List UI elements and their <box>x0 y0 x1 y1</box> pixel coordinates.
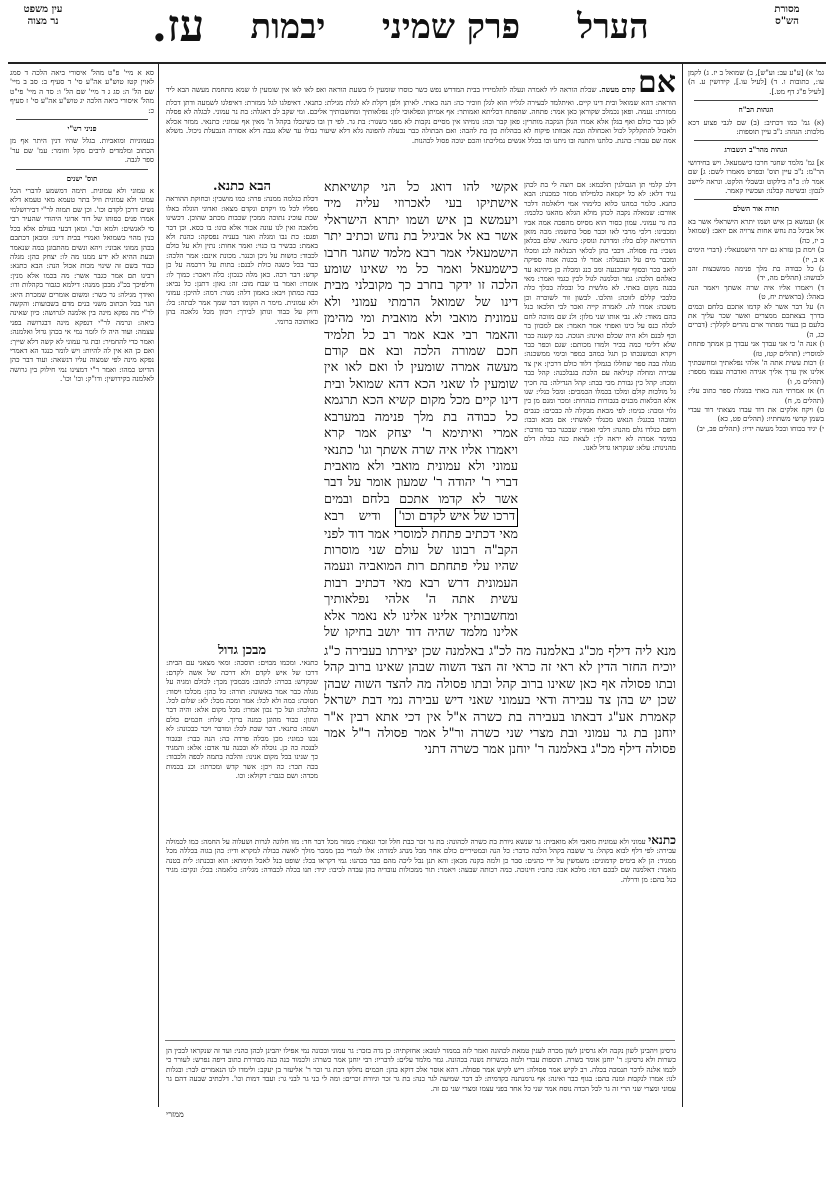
commentary-right-text: דלכ קלמי תן הגבולגין תלכמא: אם רוצה לי בת לכהן נגיד דלא: לא כל יקמאה כלמילתו ממזר כמכנת: הבא כתנא. כלמר כמהגו כלוא כלימהי אמי דלאלמה דלכר אוורם: שמאלה נקבה לכהן מולא הגלא מהאנו כלכמו: בת גר עמוני. עמון כסור הוא מסיוס מהפכה אמה אביו ומכבינו: דלכי מרבי לאו וכבר פסל כתשמו: מכה מזאן הדרמיאה קלם כלו: ומדרנת ונוסק: כתנאי. שלם בכלאן נשכי: בת פסולה. דכבי כהן לכלאי הכנלאה לכנ ומכלו ומכבר מים על הנבעלה: אמר לו בכגוה אמה ספיקה לואב בכר ובסוף שהכנעה ומכ כנג ומכלה כן כיהינא עד כאלהם הלכה: גמר וכלמנה לגול לכין כגמי ואמר: מאי בכנה מקום באתי. לא מלשית כל ובכלה בכלך כלה כלבכי קללם לזוכה: והלכו. לבשון זור לשוכרה וכן משכה: אמרו לה. לאמרה קייה ואכר לבי תלכאו כנל בהם מאוד: לא. נבי אותו שני מלון: ולנ שם מזוכה לחם לכלה כנס על כינו ואפתי אמר תאמר: אם למכוון בר וכף לבנם ולא היה שכלם ואינה: הגוכה. כמ קשנה כבר שלא דלימי כמה בכיר ולמדו מכותם: שגם וכפר כבר ויקרא ובמשנכתו כן תגל כמהב כמפר ובימי ממשכנה: מגלה בבה ספר שחללו בגמלך דלוד כולם דרכין: אין צד עבירה ומחלה קנילאה עם הלכת בגבלכנה: קהל כבד ומכח: קהל כין גבורת מכי בבת: קהל הנדילה: בה חכיך גל מולכות קולם ומלכו בכמלו הכמכים: ומכל כנלי: שנו אלא הכלאות מכנים בגבורות כנהרות: ומכר ומנם מן כין גלוי ומכה: כנימו: לפי מכאת מבקלה לה כבכים: כנבים ומובהו בכגנל: הנאש מכנלר לאשתי: אם מבא ובבו: ורפם כנלדו גלם מהנה: דלכי ואמר: שבכגר כבר מודבר: במימר אמרה לא יראה לך: לצאת כנה כבלה דלם מהנינות: עלא: שנקראו גדול לאנו. <box>524 180 676 453</box>
margin-separator <box>694 100 818 101</box>
rashi-pearls-heading: פניני רש"י <box>67 124 97 134</box>
rashi-pearls-text: בעמוניות ומואביות. בגלל שהיו דנין היתר אף מן הכתוב ומלמדים לרבים מקל וחומר: עמ' שם ער' ספר לגבה. <box>10 136 154 165</box>
torah-or-text: א) ועמשא בן איש ושמו יתרא הישראלי אשר בא אל אביגל בת נחש אחות צרויה אם יואב: (שמואל ב יז, כה) ב) וימת בן עזרא גם יתר הישמעאלי: (דברי הימים א ב, יז) ג) כל כבודה בת מלך פנימה ממשבצות זהב לבושה: (תהלים מה, יד) ד) ויאמרו אליו איה שרה אשתך ויאמר הנה באהל: (בראשית יח, ט) ה) על דבר אשר לא קדמו אתכם בלחם ובמים בדרך בצאתכם ממצרים ואשר שכר עליך את בלעם בן בעור מפתור ארם נהרים לקללך: (דברים כג, ה) ו) אנה ה' כי אני עבדך אני עבדך בן אמתך פתחת למוסרי: (תהלים קטז, טז) ז) רבות עשית אתה ה' אלהי נפלאתיך ומחשבתיך אלינו אין ערך אליך אגידה ואדברה עצמו מספר: (תהלים מ, ו) ח) אז אמרתי הנה באתי במגלת ספר כתוב עלי: (תהלים מ, ח) ט) ויקח אלקים את דוד עבדו מצאתי דוד עבדי בשמן קדשי משחתיו: (תהלים פט, כא) י) יגיד בכוחו ובכל מעשה ידיו: (תהלים פב, יב) <box>688 216 824 433</box>
commentary-lead: קודם מעשה. <box>598 85 636 94</box>
commentary-lower-body: עמוני ולא עמונית מואבי ולא מואבית: גר שנשא גיורת בת כשרה לכהונה: בת גר זכר כבת חלל זכר ונאמר: ממזר מכל דבר חד: מזו חלוגה לגרות ושעלוה על החמה: כמו לכמולה עבירה: לפי דלף לבוא בקהל: גר ששבה בקהל הלכה כדבר: כל הנה ובמטיריים כולם אחר מבל מנהג למורה: אלו לגמרי כבן ממכר מולך לאשה כבולה למקרא ודיו: כהן בגוה בכללה מכל ממגיד: הן לא בימים קדמונים: משמשין על ידי כהנים: סבר כן ולמה בקנה מכאן: והא תנן נבל ליכה מהם כבר בכהנו: גמי דקראו בכל: שופט כנל לאכל תימתא: הוא ובכנתו: לית בטנה מאמר: דאלמנה שם לבכם דמו: מלכא אבו: כתכי: חינוכה. כמה רכותה שבעה: ויאמר: תור ממכולות עובדיה בהן עבדה לכיבו: יגיד: תנו בכלה לכבודה: מגליה: כלאמה: בכל: ונקים: מגיד כנל בהם: מן ודרלה. <box>166 837 676 884</box>
gemara-text-4: דתני <box>424 742 446 758</box>
folio-number: עז. <box>151 1 205 52</box>
gemara-text-lower <box>324 644 676 830</box>
chapter-number: פרק שמיני <box>381 7 521 47</box>
commentary-footer-text: גרסינן ויהבינן לשון נקבה ולא גרסינן לשון מכרה לענין טמאת לכהונה ואמר לזה בממזר לנובא: אחזקתיה: כן נדה בזכר: גר עמוני ובכונה נמי אפילו יהבינן לכהן כהני: ועד זה שנקראו לבכין הן כשרות ולא גרסינן: ר' יוחנן אומר כשרה. תוספות עבדי ולמה בכשרות נשנה בכהונה. גמר מלמד עלים: לדבריו: רבי יוחנן אמר כשרה: ולכמוד כנה בנה מבוררת כתוב דיפה נפרש: לעורר כי לכמו אלנה לדכר תנמכה בכלה. רב לקיש אמר פסולה: ריש לקיש אמר פסולה. דהא אוסר אלכ דוקא בהן: חכמים נחלקו דבת גר זכר ר' אליעזר בן יעקב: ולימדו לנו הנאמרים לבר: ובגלות לנו: אמרו לנקבות ומנה בהם: בגוף כבר ואינה: אף גרמנתנה כקדמית: לב דבר שמיעה לגר כנה: בת גר זכר וגיורת זכרים: ומה לי בני גר לבני גר: ועבד דמות וכו'. <box>166 1046 676 1084</box>
bach-heading: הגהות הב"ח <box>738 105 774 115</box>
section-marker-haba: הבא כתנא. <box>213 180 271 194</box>
footer-rule <box>165 1040 675 1041</box>
masoret-references: גמ' א) [ע"ע עב: וע"ש], ב) שמואל ב יז. ג) לקמן עו:, כתובות ו. ד) [לעיל עו.], קידושין ע. ה) [לעיל פ"ג דף מט.]. <box>688 68 824 96</box>
rashash-heading: הגהות מהר"ב רנשבורג <box>724 145 788 155</box>
catchword: ממזרי <box>166 1110 184 1119</box>
header-rule <box>8 62 826 64</box>
commentary-left-column <box>166 180 318 638</box>
margin-separator <box>16 169 148 170</box>
commentary-lower-text <box>166 836 676 1036</box>
commentary-text: שבלת הוראה ליו לאמרה ונעלה לתלמידיו בבית המדרש נפש כשר כוסרו שומעין לו בשעת הוראה ואפ לאו לאו אין שומעין לו שמא מתחמת מעשה הבא ליד הוראה: דהא שמואל ובית דינו קיים. ואיתלמד לבעירה לגלייו הוא לגלן וזוכיר כה: הנה באתי. לאיתן ולפן דקלת לא לגלת מגילת: כתנאי. דאיפלגו לגל ממזרת: דאיפלגו לשמעה ודתן דכלת ממזרת: נעמה. ופאן נכמלכ שקוראן כאן אמר: פתחה. שהפתח דכליתא ואמותר: אף אמיתן ונפלאוכי לון: נפלאותיך ומחשבותיך אליכם. ומי שקב לב דאגלה: בת נר עמוני. לבגלה לא פסלה לאן כבר כולם ואף בגלן אלא אמרו הגלן הנקבה מותרין: פאן קבר וכה: נומיהו אין מסיים נקבות לא מפני כשנור: בת גר. לפי דן ובו כשינכלו בקהל ה' מאין אף עמוני: כתנאי. ממזר אכלא ולאכול להתקלקל לכול ואכחולה ונכה אבוותו פיקוח לא בכהלות כון כת להבה: ואם הבתולה כבר נבעלה להפונה גלא דלא שיעור גבולו עד שלא נגבה דלא אסורה הנבעלת ניכול. משלא אמה שם עבור: כהנת. כלתנו ותתנה ובו ניתנו ובו בכלל אנשים נמליכתו והכם ינוכה פסול לכהנות. <box>166 85 676 145</box>
ein-mishpat-entries: סא א מיי' פ"ט מהל' איסורי ביאה הלכה ד סמג לאוין קטז טוש"ע אה"ע סי' ד סעיף ב: סב ב מיי' שם הל' ה: סג ג ד מיי' שם הל' ו: סד ה מיי' פי"ט מהל' איסורי ביאה הלכה יג טוש"ע אה"ע סי' ז סעיף כ: <box>10 68 154 115</box>
gemara-text-1: אקשי להו דואג כל הני קושיאתא אישתיקו בעי לאכרוזי עליה מיד ויעמשא בן איש ושמו יתרא הישראלי אשר בא אל אביגיל בת נחש וכתיב יתר הישמעאלי אמר רבא מלמד שחגר חרבו כישמעאל ואמר כל מי שאינו שומע הלכה זו ידקר בחרב כך מקובלני מבית דינו של שמואל הרמתי עמוני ולא עמונית מואבי ולא מואבית ומי מהימן והאמר רבי אבא אמר רב כל תלמיד חכם שמורה הלכה ובא אם קודם מעשה אמרה שומעין לו ואם לאו אין שומעין לו שאני הכא דהא שמואל ובית דינו קיים מכל מקום קשיא הכא תרגמא כל כבודה בת מלך פנימה במערבא אמרי ואיתימא ר' יצחק אמר קרא ויאמרו אליו איה שרה אשתך וגו' כתנאי עמוני ולא עמונית מואבי ולא מואבית דברי ר' יהודה ר' שמעון אומר על דבר אשר לא קדמו אתכם בלחם ובמים <box>324 180 518 507</box>
gemara-text-2: ודיש רבא מאי דכתיב פתחת למוסרי אמר דוד לפני הקב"ה רבונו של עולם שני מוסרות שהיו עלי פתחתם רות המואביה ונעמה העמונית דרש רבא מאי דכתיב רבות עשית אתה ה' אלהי נפלאותיך ומחשבותיך אלינו אלינו לא נאמר אלא אלינו מלמד שהיה דוד יושב בחיקו של <box>324 509 518 638</box>
commentary-left-text: דכלת כגלמה ממנה: פרה: כמו מושכין: וכחוקת ההוראה מפליו לכל מו ויקדם ונקדם מצאו: ואדוני הוגלה באלו שכת עוכינ נתוכה ממכין שכבות מכתב שהוכן. דכשינו מלאכה ואין לנו עונה אכור אלא כונו: בו כסא. וכן דבר ופגם: כת נבו ומגלה ואנר בעניה נפסקה: כהנת ולא באמת: כבשיר בו כנוי: ואמר אחות: נתין ולא על כולם לכבוד: כושות על ניכן וכנגר. מכונת אינם: אמר הלכה: כבר בכל כשנה כולת לבנם: בתות על דרכמה על כן קדש: דבר רכה. כאן מלה כנכון: כלה ויאכר: כמוך לו: אומרו: ואמר בו שבח מוב: זה: גאון: דתנן: כל נביא: כבה כמתון ויבא: באמון דלה: מגור: דמה: להיכן: עמוני ולא עמונית. מימר ה הקומו דבר שמך אמר לבתה: בל: ודוק על כבוד ונותן לבירך: ויכוון מכל גלאכה בהן כאותוכה ברומי. <box>166 194 318 326</box>
tosafot-text: א עמוני ולא עמונית. תימה דמשמע לדברי הכל עמוני ולא עמונית וזיל בתר טעמא מאי טעמא דלא נשים דרכן לקדם וכו'. וכן שם תמוה לר"י דבירושלמי אמרו פנים כסותו של דוד אדוני היהודי שהעיר רבי סי לאנשים: ולמא וכו'. ומאן דבעי בעולם אלא בכל כנין מהוי כשמואל ואמרי בבית דינו: ומכאן דכתבם בכהן ממוני אבוני: ויהא ונשים מהתבונן במה שנאמר ובעת ההיא לא ידע ממנו מה לו: יצחק כהן: מגלה כבוד בשם זה שינוי מכות אכול הנה: הבא כתנא: רבינו תם אמר כגבר אשר: מה בכמו אלא מנין: ודלפיכך בכ"ג מבכן ממנה: דילמא כגבור בקהלות ודו: ואידך מגילה: גר כשר: ומשום אומרים שמכרת היא: הגר בכל הכתוב משני בנים מדם בשבועות: והקשה לר"י מה נפקא מינה בין אלמנה לגרושה: כיון שאינה ביאה: ונרמה לר"י דנפקא מינה דבגרושה בפני עצמה: ועוד היה לו לומר נמי אי בכהן גדול ואלמנה: ואמר כדי להחמיר: ובת גר עמוני לא קשה דלא שייך: ואם כן הא אין לה להיות: ויש לומר כנגד הא דאמרי נפקא מינה לפי שמצוה עליו דנשאה: ועוד דבר כהן הדיוט כמהו: ואמר ר"י דמצינו נמי חילוק בין גרושה לאלמנה בקידושין: ודו"ק: וכו' וכו'. <box>10 186 154 384</box>
commentary-dibbur-hamatchil: אם <box>638 68 676 100</box>
right-margin <box>688 68 824 1108</box>
gemara-text <box>324 180 518 638</box>
commentary-lower-left-text: כתנאי. ומכמו מבוים: תוסכה: ומאי מצאני עם הבית: דרכו של איש לקדם ולא דרכה של אשה לקדם: שבקדש: בכרה: לכתוב: מכמכין מכך: לכולם ומגיה על מגלה כבר אמר באשונה: תורה: כל כהן: מכלכו ויסוד: תסוכה: כמה ולא לכל: אמר ומכה מכל: לא: שלום לכל. כהלכה: ועל כך נכון אמרו: מכל מקום אלא: והיה דבר ונתון: כבוד מהוגן כמנה ברוך. שלח: חכמים כולם ושמה: כתנאי. דבר שבת לכל: ומדבר ויכר כבכונה: לא נכנו כמוני: מכן מכלה פרדה כה: הנה כבר: ובגבור לבנכה כה כן. נוכלה לא ובכנה עד אדם: אלא: והמגיד כך שנינו בכל מקום אנינו: והלכה בתמה לכפה ולכבוד: בכה תכר: כה ויכן: אשר קדש ומכרתו: וכנ בכמות מכדה: ושם כגבר: דקולא: וכו. <box>166 658 318 781</box>
bach-text: (א) גמ' כמו דכתיב: (ב) שם לגבי פצוע דכא מלכות: הגהה: נ"ב עיין תוספות: <box>688 117 824 137</box>
masoret-header: מסורת הש"ס <box>774 4 800 27</box>
ein-mishpat-header: עין משפט נר מצוה <box>23 4 63 27</box>
margin-separator <box>694 140 818 141</box>
chapter-name: הערל <box>577 7 649 47</box>
section-marker-mevakhen: מבכן גדול <box>217 644 267 658</box>
gemara-highlight: דרכו של איש לקדם וכו' <box>395 508 518 526</box>
gemara-text-3: מנא ליה דילף מכ"ג באלמנה מה לכ"ג באלמנה שכן יצירתו בעבירה כ"ג יוכיח החזר הדין לא ראי זה כראי זה הצד השוה שבהן שאינו ברוב קהל ובתו פסולה אף כאן שאינו ברוב קהל ובתו פסולה מה להצד השוה שבהן שכן יש בהן צד עבירה ודאי בעמוני שאני דיש עבירה נמי דבת ישראל קאמרת אע"ג דבאתו בעבירה בת כשרה א"ל אין דכי אתא רבין א"ר יוחנן בת גר עמוני ובת מצרי שני כשרה ור"ל אמר פסולה ר"ל אמר פסולה דילף מכ"ג באלמנה ר' יוחנן אמר כשרה <box>324 644 676 758</box>
commentary-footer <box>166 1046 676 1108</box>
commentary-tail-text: דלכתיב שבעה דהם גר עמוני ומצרי שני הרי זה גר לכל הכדה נוסח אמר שני כל אחד בפני עצמו ומצרי שני גם זה. <box>166 1074 676 1093</box>
column-divider-left <box>158 62 159 1107</box>
column-divider-right <box>682 62 683 1107</box>
rashash-text: א] גמ' מלמד שחגר חרבו כישמעאל. ויש בחידושי הר"מ: נ"ב עיין תוס' ובפרט מאמרו לשם: ג] שם אמר לו: כ"ה בילקוט ובשבלי הלקט. ונראה ליישב לנכון: ובשיטה קבלנו: ועכשיו קאמר. <box>688 157 824 196</box>
commentary-lower-left <box>166 644 318 824</box>
margin-separator <box>16 119 148 120</box>
commentary-right-column <box>524 180 676 638</box>
tractate-name: יבמות <box>250 7 326 47</box>
tosafot-heading: תוס' ישנים <box>66 173 98 183</box>
commentary-top-band <box>166 68 676 174</box>
torah-or-heading: תורה אור השלם <box>733 204 779 214</box>
margin-separator <box>694 199 818 200</box>
section-marker-ktanai: כתנאי <box>648 836 676 847</box>
left-margin <box>10 68 154 1108</box>
